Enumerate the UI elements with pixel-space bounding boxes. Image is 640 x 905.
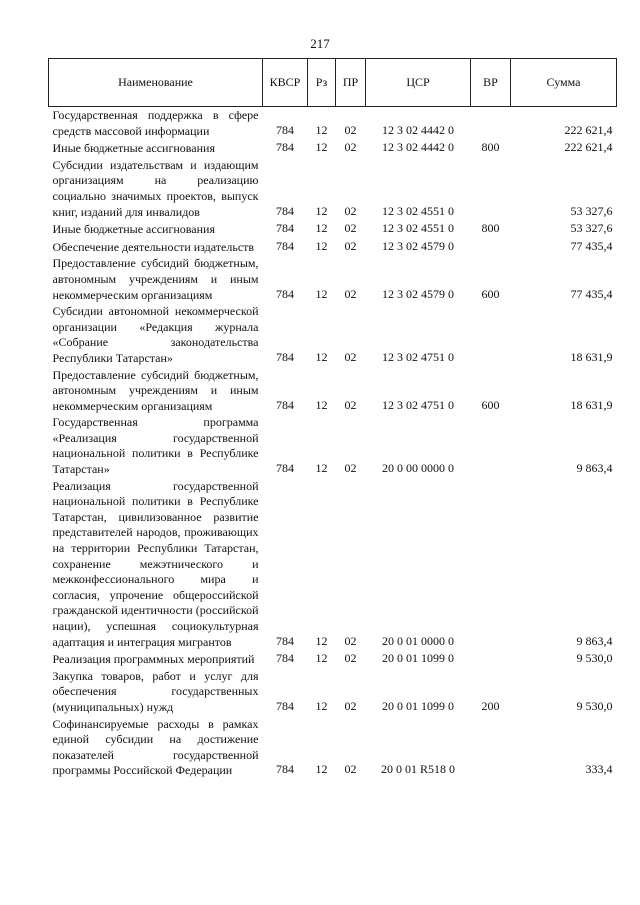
row-kvsr: 784 [276, 140, 294, 155]
table-row [49, 716, 617, 779]
table-row [49, 303, 617, 366]
row-pr: 02 [344, 461, 357, 476]
row-pr: 02 [344, 203, 357, 218]
row-sum: 222 621,4 [564, 140, 613, 155]
row-vr [471, 650, 511, 668]
header-sum: Сумма [511, 59, 617, 107]
row-kvsr: 784 [276, 762, 294, 777]
row-rz: 12 [315, 633, 328, 648]
row-rz: 12 [315, 397, 328, 412]
row-rz: 12 [315, 122, 328, 137]
table-row [49, 668, 617, 716]
row-name: Субсидии издательствам и издающим организациям на реализацию социально значимых проектов, выпуск книг, изданий для инвалидов [52, 157, 259, 219]
row-vr: 200 [481, 698, 500, 713]
row-kvsr: 784 [276, 461, 294, 476]
header-row [49, 59, 617, 107]
row-name: Закупка товаров, работ и услуг для обеспечения государственных (муниципальных) нужд [52, 668, 259, 714]
row-vr: 800 [481, 140, 500, 155]
row-pr: 02 [344, 762, 357, 777]
row-sum: 9 863,4 [576, 461, 613, 476]
row-pr: 02 [344, 397, 357, 412]
table-row [49, 107, 617, 140]
header-vr: ВР [471, 59, 511, 107]
row-kvsr: 784 [276, 633, 294, 648]
table-row [49, 255, 617, 303]
row-pr: 02 [344, 286, 357, 301]
row-name: Иные бюджетные ассигнования [52, 141, 215, 156]
row-sum: 9 530,0 [576, 651, 613, 666]
row-pr: 02 [344, 140, 357, 155]
row-vr [471, 107, 511, 140]
row-rz: 12 [315, 286, 328, 301]
row-rz: 12 [315, 762, 328, 777]
row-kvsr: 784 [276, 698, 294, 713]
row-kvsr: 784 [276, 397, 294, 412]
row-sum: 18 631,9 [570, 397, 613, 412]
row-name: Государственная поддержка в сфере средств массовой информации [52, 108, 259, 138]
table-row [49, 478, 617, 651]
row-rz: 12 [315, 651, 328, 666]
row-csr: 20 0 01 R518 0 [380, 762, 455, 777]
table-row [49, 414, 617, 477]
row-csr: 12 3 02 4579 0 [382, 238, 454, 253]
row-rz: 12 [315, 140, 328, 155]
row-sum: 222 621,4 [564, 122, 613, 137]
row-name: Реализация государственной национальной политики в Республике Татарстан, цивилизованное развитие представителей народов, проживающих на территории Республики Татарстан, сохранение межэтнического и межконфессионального мира и согласия, упрочение общероссийской гражданской идентичности (российской нации), успешная социокультурная адаптация и интеграция мигрантов [52, 478, 259, 649]
row-vr [471, 157, 511, 220]
page-number: 217 [310, 36, 330, 51]
row-sum: 9 863,4 [576, 633, 613, 648]
row-csr: 20 0 01 1099 0 [382, 651, 454, 666]
row-csr: 12 3 02 4579 0 [382, 286, 454, 301]
header-csr: ЦСР [366, 59, 471, 107]
row-rz: 12 [315, 698, 328, 713]
row-kvsr: 784 [276, 651, 294, 666]
row-vr [471, 303, 511, 366]
row-pr: 02 [344, 238, 357, 253]
row-pr: 02 [344, 651, 357, 666]
row-sum: 77 435,4 [570, 286, 613, 301]
row-kvsr: 784 [276, 349, 294, 364]
header-pr: ПР [336, 59, 366, 107]
row-csr: 20 0 00 0000 0 [382, 461, 454, 476]
row-name: Софинансируемые расходы в рамках единой субсидии на достижение показателей государственной программы Российской Федерации [52, 716, 259, 778]
row-name: Иные бюджетные ассигнования [52, 222, 215, 237]
row-pr: 02 [344, 122, 357, 137]
table-row [49, 238, 617, 256]
row-csr: 20 0 01 0000 0 [382, 633, 454, 648]
row-sum: 53 327,6 [570, 221, 613, 236]
row-kvsr: 784 [276, 203, 294, 218]
row-vr [471, 414, 511, 477]
row-name: Предоставление субсидий бюджетным, автономным учреждениям и иным некоммерческим организациям [52, 256, 259, 302]
row-csr: 12 3 02 4551 0 [382, 221, 454, 236]
row-kvsr: 784 [276, 221, 294, 236]
row-csr: 12 3 02 4442 0 [382, 122, 454, 137]
row-pr: 02 [344, 349, 357, 364]
row-vr [471, 716, 511, 779]
budget-table [48, 58, 617, 779]
row-rz: 12 [315, 221, 328, 236]
table-row [49, 367, 617, 415]
table-row [49, 139, 617, 157]
row-pr: 02 [344, 221, 357, 236]
row-vr: 800 [481, 221, 500, 236]
row-csr: 12 3 02 4751 0 [382, 397, 454, 412]
table-row [49, 157, 617, 220]
row-sum: 53 327,6 [570, 203, 613, 218]
row-sum: 333,4 [585, 762, 613, 777]
row-pr: 02 [344, 633, 357, 648]
row-name: Предоставление субсидий бюджетным, автономным учреждениям и иным некоммерческим организациям [52, 367, 259, 413]
row-kvsr: 784 [276, 238, 294, 253]
row-vr [471, 238, 511, 256]
row-csr: 12 3 02 4751 0 [382, 349, 454, 364]
row-rz: 12 [315, 203, 328, 218]
header-kvsr: КВСР [263, 59, 308, 107]
row-kvsr: 784 [276, 286, 294, 301]
row-sum: 9 530,0 [576, 698, 613, 713]
row-name: Субсидии автономной некоммерческой организации «Редакция журнала «Собрание законодательства Республики Татарстан» [52, 304, 259, 365]
row-name: Реализация программных мероприятий [52, 652, 255, 667]
row-pr: 02 [344, 698, 357, 713]
row-rz: 12 [315, 238, 328, 253]
row-name: Обеспечение деятельности издательств [52, 239, 255, 254]
row-rz: 12 [315, 461, 328, 476]
row-vr: 600 [481, 286, 500, 301]
row-name: Государственная программа «Реализация государственной национальной политики в Республике Татарстан» [52, 415, 259, 477]
row-kvsr: 784 [276, 122, 294, 137]
row-vr [471, 478, 511, 651]
row-csr: 12 3 02 4551 0 [382, 203, 454, 218]
row-vr: 600 [481, 397, 500, 412]
row-csr: 12 3 02 4442 0 [382, 140, 454, 155]
row-sum: 18 631,9 [570, 349, 613, 364]
header-rz: Рз [308, 59, 336, 107]
table-row [49, 650, 617, 668]
table-row [49, 220, 617, 238]
row-sum: 77 435,4 [570, 238, 613, 253]
row-csr: 20 0 01 1099 0 [382, 698, 454, 713]
row-rz: 12 [315, 349, 328, 364]
header-name: Наименование [49, 59, 263, 107]
